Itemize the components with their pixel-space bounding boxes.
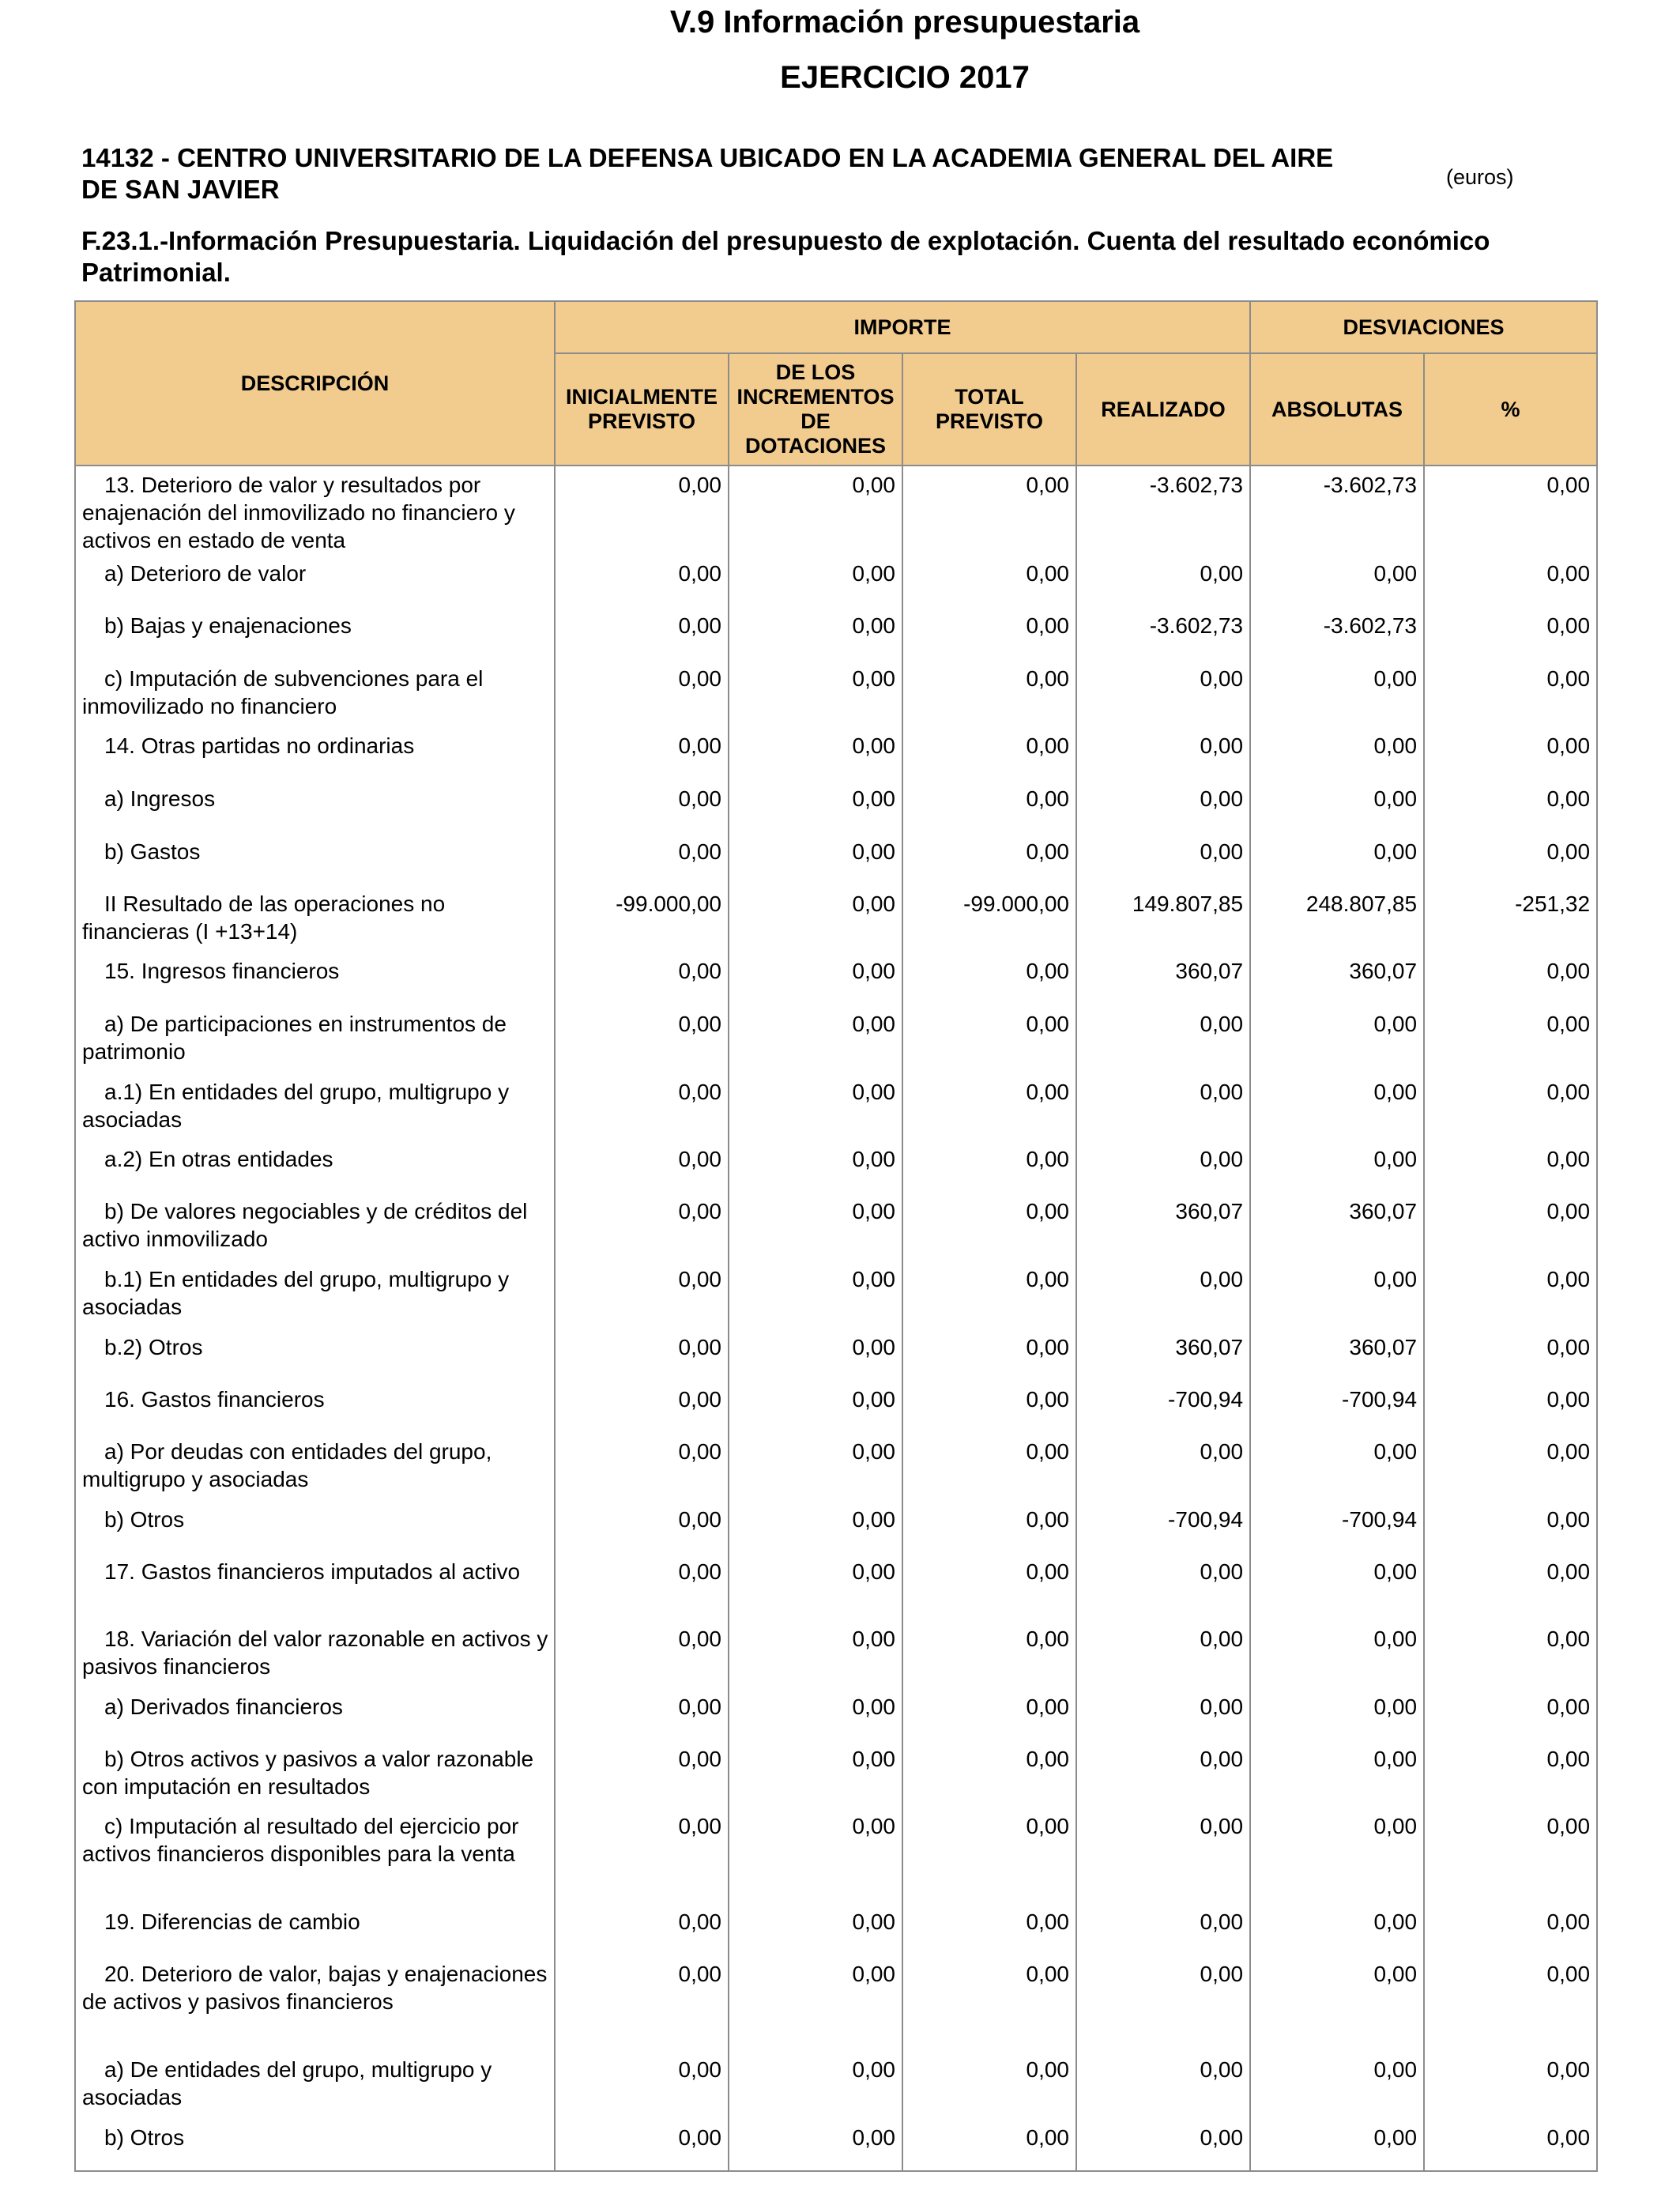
row-value: 0,00 xyxy=(555,1438,729,1506)
row-value: 0,00 xyxy=(555,665,729,732)
row-value: 0,00 xyxy=(902,612,1076,665)
row-description: 19. Diferencias de cambio xyxy=(75,1908,555,1960)
row-value: 0,00 xyxy=(555,1197,729,1265)
row-value: 0,00 xyxy=(555,1506,729,1558)
group-header-desviaciones: DESVIACIONES xyxy=(1250,301,1597,353)
row-value: 0,00 xyxy=(902,1693,1076,1745)
row-value: 0,00 xyxy=(1250,1438,1424,1506)
row-value: 0,00 xyxy=(1424,1010,1597,1078)
row-description: b) Bajas y enajenaciones xyxy=(75,612,555,665)
row-value: 0,00 xyxy=(1424,1812,1597,1908)
row-value: 0,00 xyxy=(1076,1438,1250,1506)
row-value: 0,00 xyxy=(729,732,902,785)
row-value: 0,00 xyxy=(729,1010,902,1078)
table-row xyxy=(75,1812,1597,1908)
row-value: 0,00 xyxy=(1250,560,1424,612)
row-value: 0,00 xyxy=(729,665,902,732)
row-value: 0,00 xyxy=(1076,1908,1250,1960)
row-description: a.2) En otras entidades xyxy=(75,1145,555,1197)
row-value: 0,00 xyxy=(1250,2124,1424,2171)
row-value: 0,00 xyxy=(1424,1693,1597,1745)
row-value: 360,07 xyxy=(1076,1197,1250,1265)
row-description: a) De entidades del grupo, multigrupo y asociadas xyxy=(75,2056,555,2124)
row-value: 0,00 xyxy=(729,1385,902,1438)
table-row xyxy=(75,1197,1597,1265)
row-value: 0,00 xyxy=(1424,560,1597,612)
table-row xyxy=(75,466,1597,560)
row-value: 0,00 xyxy=(1250,1693,1424,1745)
row-value: 0,00 xyxy=(729,1693,902,1745)
row-value: 0,00 xyxy=(555,1693,729,1745)
row-value: 0,00 xyxy=(729,2056,902,2124)
row-value: 0,00 xyxy=(902,665,1076,732)
row-value: 0,00 xyxy=(902,1010,1076,1078)
fiscal-year-title: EJERCICIO 2017 xyxy=(780,60,1030,95)
row-value: -3.602,73 xyxy=(1076,612,1250,665)
table-row xyxy=(75,1333,1597,1385)
row-description: c) Imputación al resultado del ejercicio por activos financieros disponibles para la venta xyxy=(75,1812,555,1908)
group-header-importe: IMPORTE xyxy=(555,301,1250,353)
row-value: 0,00 xyxy=(555,1078,729,1145)
row-value: 0,00 xyxy=(729,560,902,612)
column-header-porcentaje: % xyxy=(1424,353,1597,466)
row-value: 0,00 xyxy=(1076,1265,1250,1333)
table-row xyxy=(75,612,1597,665)
row-value: 0,00 xyxy=(1250,1145,1424,1197)
row-value: 0,00 xyxy=(1250,838,1424,890)
row-value: 0,00 xyxy=(729,785,902,838)
row-value: 0,00 xyxy=(729,466,902,560)
row-value: 0,00 xyxy=(555,957,729,1010)
row-value: 248.807,85 xyxy=(1250,890,1424,957)
row-value: 0,00 xyxy=(1424,1078,1597,1145)
row-value: 0,00 xyxy=(1424,1438,1597,1506)
row-value: -700,94 xyxy=(1250,1506,1424,1558)
row-description: 20. Deterioro de valor, bajas y enajenaciones de activos y pasivos financieros xyxy=(75,1960,555,2056)
row-value: 0,00 xyxy=(729,1145,902,1197)
row-value: 0,00 xyxy=(1424,1197,1597,1265)
row-value: 0,00 xyxy=(1424,1506,1597,1558)
table-row xyxy=(75,1265,1597,1333)
row-description: 15. Ingresos financieros xyxy=(75,957,555,1010)
row-value: 0,00 xyxy=(729,1558,902,1625)
row-value: 0,00 xyxy=(1076,785,1250,838)
table-row xyxy=(75,838,1597,890)
table-row xyxy=(75,1145,1597,1197)
row-value: 0,00 xyxy=(1076,1812,1250,1908)
table-row xyxy=(75,732,1597,785)
row-value: 0,00 xyxy=(1250,1265,1424,1333)
row-value: 0,00 xyxy=(729,1745,902,1812)
row-value: 0,00 xyxy=(1424,1625,1597,1693)
row-value: 0,00 xyxy=(902,1506,1076,1558)
row-value: 0,00 xyxy=(555,1385,729,1438)
table-row xyxy=(75,1385,1597,1438)
row-value: 0,00 xyxy=(902,1385,1076,1438)
row-value: 0,00 xyxy=(555,1960,729,2056)
table-row xyxy=(75,1078,1597,1145)
row-value: 0,00 xyxy=(902,466,1076,560)
row-value: 0,00 xyxy=(555,1812,729,1908)
row-value: 0,00 xyxy=(729,1625,902,1693)
row-description: 14. Otras partidas no ordinarias xyxy=(75,732,555,785)
row-description: b) Otros xyxy=(75,1506,555,1558)
row-value: 0,00 xyxy=(555,1265,729,1333)
row-value: 0,00 xyxy=(555,1745,729,1812)
row-value: 0,00 xyxy=(1424,612,1597,665)
row-value: 0,00 xyxy=(1424,466,1597,560)
row-value: 0,00 xyxy=(1076,665,1250,732)
row-value: 0,00 xyxy=(555,466,729,560)
row-value: 0,00 xyxy=(1076,1960,1250,2056)
row-description: a.1) En entidades del grupo, multigrupo y asociadas xyxy=(75,1078,555,1145)
row-description: a) Deterioro de valor xyxy=(75,560,555,612)
row-value: 0,00 xyxy=(1250,665,1424,732)
row-value: -3.602,73 xyxy=(1250,612,1424,665)
row-value: 0,00 xyxy=(1076,1745,1250,1812)
table-row xyxy=(75,1506,1597,1558)
row-value: 0,00 xyxy=(1076,838,1250,890)
row-value: 0,00 xyxy=(902,560,1076,612)
row-value: 0,00 xyxy=(902,1197,1076,1265)
column-header-incrementos-dotaciones: DE LOS INCREMENTOS DE DOTACIONES xyxy=(729,353,902,466)
row-description: a) Ingresos xyxy=(75,785,555,838)
row-value: 0,00 xyxy=(555,1625,729,1693)
row-description: a) Por deudas con entidades del grupo, multigrupo y asociadas xyxy=(75,1438,555,1506)
row-value: 0,00 xyxy=(1250,1625,1424,1693)
row-value: 0,00 xyxy=(1424,1558,1597,1625)
row-value: 0,00 xyxy=(1424,957,1597,1010)
column-header-inicialmente-previsto: INICIALMENTE PREVISTO xyxy=(555,353,729,466)
table-row xyxy=(75,1010,1597,1078)
row-value: 0,00 xyxy=(902,1625,1076,1693)
row-description: a) De participaciones en instrumentos de patrimonio xyxy=(75,1010,555,1078)
table-row xyxy=(75,1625,1597,1693)
row-value: -700,94 xyxy=(1076,1385,1250,1438)
row-value: 0,00 xyxy=(729,1812,902,1908)
row-value: 0,00 xyxy=(1250,732,1424,785)
row-value: 0,00 xyxy=(1424,838,1597,890)
row-value: 0,00 xyxy=(729,612,902,665)
table-row xyxy=(75,1438,1597,1506)
row-value: 0,00 xyxy=(1250,2056,1424,2124)
column-header-descripcion: DESCRIPCIÓN xyxy=(75,301,555,466)
section-title: F.23.1.-Información Presupuestaria. Liquidación del presupuesto de explotación. Cuenta del resultado económico Patrimonial. xyxy=(81,226,1490,287)
row-value: 0,00 xyxy=(1076,1078,1250,1145)
entity-name: 14132 - CENTRO UNIVERSITARIO DE LA DEFENSA UBICADO EN LA ACADEMIA GENERAL DEL AIRE DE SAN JAVIER xyxy=(81,143,1334,204)
row-value: 0,00 xyxy=(729,1908,902,1960)
row-value: 0,00 xyxy=(555,1908,729,1960)
row-value: -3.602,73 xyxy=(1076,466,1250,560)
table-row xyxy=(75,1693,1597,1745)
row-value: 0,00 xyxy=(555,1010,729,1078)
table-row xyxy=(75,785,1597,838)
row-value: 360,07 xyxy=(1250,957,1424,1010)
row-value: 0,00 xyxy=(1250,1078,1424,1145)
table-row xyxy=(75,957,1597,1010)
row-description: 13. Deterioro de valor y resultados por enajenación del inmovilizado no financiero y activos en estado de venta xyxy=(75,466,555,560)
row-value: 0,00 xyxy=(555,2124,729,2171)
row-description: 18. Variación del valor razonable en activos y pasivos financieros xyxy=(75,1625,555,1693)
table-row xyxy=(75,2124,1597,2171)
row-value: 0,00 xyxy=(1076,1010,1250,1078)
row-value: -700,94 xyxy=(1076,1506,1250,1558)
currency-unit: (euros) xyxy=(1446,165,1514,189)
row-description: c) Imputación de subvenciones para el inmovilizado no financiero xyxy=(75,665,555,732)
row-value: -3.602,73 xyxy=(1250,466,1424,560)
table-row xyxy=(75,890,1597,957)
table-row xyxy=(75,1960,1597,2056)
row-value: 0,00 xyxy=(902,1908,1076,1960)
row-value: 0,00 xyxy=(1250,1908,1424,1960)
row-value: 0,00 xyxy=(729,1506,902,1558)
row-value: 0,00 xyxy=(729,1333,902,1385)
row-value: 0,00 xyxy=(902,1078,1076,1145)
row-value: 0,00 xyxy=(729,1960,902,2056)
table-row xyxy=(75,2056,1597,2124)
row-value: 360,07 xyxy=(1250,1197,1424,1265)
row-value: -700,94 xyxy=(1250,1385,1424,1438)
row-description: b) Otros activos y pasivos a valor razonable con imputación en resultados xyxy=(75,1745,555,1812)
row-value: 0,00 xyxy=(1424,1960,1597,2056)
column-header-total-previsto: TOTAL PREVISTO xyxy=(902,353,1076,466)
row-value: 0,00 xyxy=(555,838,729,890)
table-body xyxy=(75,466,1597,2171)
row-value: 0,00 xyxy=(729,2124,902,2171)
row-value: 0,00 xyxy=(555,1558,729,1625)
row-value: 0,00 xyxy=(1250,785,1424,838)
row-value: 0,00 xyxy=(555,2056,729,2124)
row-value: 0,00 xyxy=(1076,2124,1250,2171)
row-value: 0,00 xyxy=(1076,560,1250,612)
row-value: 0,00 xyxy=(555,1333,729,1385)
row-value: 0,00 xyxy=(1076,1693,1250,1745)
row-value: 0,00 xyxy=(729,1078,902,1145)
column-header-realizado: REALIZADO xyxy=(1076,353,1250,466)
table-row xyxy=(75,1558,1597,1625)
row-value: 360,07 xyxy=(1076,1333,1250,1385)
row-value: 0,00 xyxy=(902,1265,1076,1333)
row-value: 0,00 xyxy=(902,1960,1076,2056)
row-value: 149.807,85 xyxy=(1076,890,1250,957)
row-description: 17. Gastos financieros imputados al activo xyxy=(75,1558,555,1625)
row-value: 0,00 xyxy=(1250,1010,1424,1078)
row-value: 0,00 xyxy=(1250,1745,1424,1812)
row-value: 0,00 xyxy=(555,560,729,612)
table-row xyxy=(75,560,1597,612)
row-value: 0,00 xyxy=(729,1197,902,1265)
row-value: 0,00 xyxy=(902,1745,1076,1812)
row-value: -99.000,00 xyxy=(902,890,1076,957)
row-value: 0,00 xyxy=(1250,1558,1424,1625)
page-title: V.9 Información presupuestaria xyxy=(669,5,1140,40)
table-row xyxy=(75,1745,1597,1812)
row-value: 0,00 xyxy=(729,1438,902,1506)
row-description: b.1) En entidades del grupo, multigrupo y asociadas xyxy=(75,1265,555,1333)
row-value: 0,00 xyxy=(1076,1625,1250,1693)
row-value: 0,00 xyxy=(1250,1812,1424,1908)
row-value: 0,00 xyxy=(729,957,902,1010)
row-value: 0,00 xyxy=(555,1145,729,1197)
row-value: 0,00 xyxy=(1424,1265,1597,1333)
row-value: 0,00 xyxy=(902,957,1076,1010)
row-value: 360,07 xyxy=(1250,1333,1424,1385)
table-row xyxy=(75,1908,1597,1960)
row-value: 0,00 xyxy=(1076,1145,1250,1197)
row-value: 0,00 xyxy=(902,2124,1076,2171)
row-description: b) Gastos xyxy=(75,838,555,890)
row-value: 0,00 xyxy=(555,785,729,838)
row-value: 0,00 xyxy=(902,732,1076,785)
row-description: II Resultado de las operaciones no financieras (I +13+14) xyxy=(75,890,555,957)
row-value: 0,00 xyxy=(902,2056,1076,2124)
row-value: 0,00 xyxy=(1424,1908,1597,1960)
row-value: 0,00 xyxy=(729,1265,902,1333)
row-description: b.2) Otros xyxy=(75,1333,555,1385)
row-value: 0,00 xyxy=(1250,1960,1424,2056)
row-value: 0,00 xyxy=(729,838,902,890)
row-value: 0,00 xyxy=(1076,1558,1250,1625)
row-value: -99.000,00 xyxy=(555,890,729,957)
row-value: 0,00 xyxy=(1424,1145,1597,1197)
row-value: -251,32 xyxy=(1424,890,1597,957)
row-description: a) Derivados financieros xyxy=(75,1693,555,1745)
row-value: 0,00 xyxy=(555,612,729,665)
row-value: 0,00 xyxy=(1076,2056,1250,2124)
table-header xyxy=(75,301,1597,466)
row-value: 0,00 xyxy=(902,785,1076,838)
row-value: 0,00 xyxy=(902,1812,1076,1908)
row-description: b) De valores negociables y de créditos del activo inmovilizado xyxy=(75,1197,555,1265)
row-value: 360,07 xyxy=(1076,957,1250,1010)
row-value: 0,00 xyxy=(1076,732,1250,785)
row-value: 0,00 xyxy=(555,732,729,785)
row-value: 0,00 xyxy=(1424,665,1597,732)
row-value: 0,00 xyxy=(902,1558,1076,1625)
column-header-absolutas: ABSOLUTAS xyxy=(1250,353,1424,466)
row-value: 0,00 xyxy=(1424,1385,1597,1438)
budget-table xyxy=(74,300,1598,2172)
row-value: 0,00 xyxy=(1424,785,1597,838)
row-value: 0,00 xyxy=(1424,1745,1597,1812)
row-value: 0,00 xyxy=(902,1333,1076,1385)
row-description: b) Otros xyxy=(75,2124,555,2171)
table-row xyxy=(75,665,1597,732)
row-value: 0,00 xyxy=(729,890,902,957)
row-value: 0,00 xyxy=(902,1438,1076,1506)
row-value: 0,00 xyxy=(1424,2056,1597,2124)
row-value: 0,00 xyxy=(1424,732,1597,785)
row-value: 0,00 xyxy=(1424,1333,1597,1385)
row-description: 16. Gastos financieros xyxy=(75,1385,555,1438)
row-value: 0,00 xyxy=(902,838,1076,890)
row-value: 0,00 xyxy=(902,1145,1076,1197)
row-value: 0,00 xyxy=(1424,2124,1597,2171)
